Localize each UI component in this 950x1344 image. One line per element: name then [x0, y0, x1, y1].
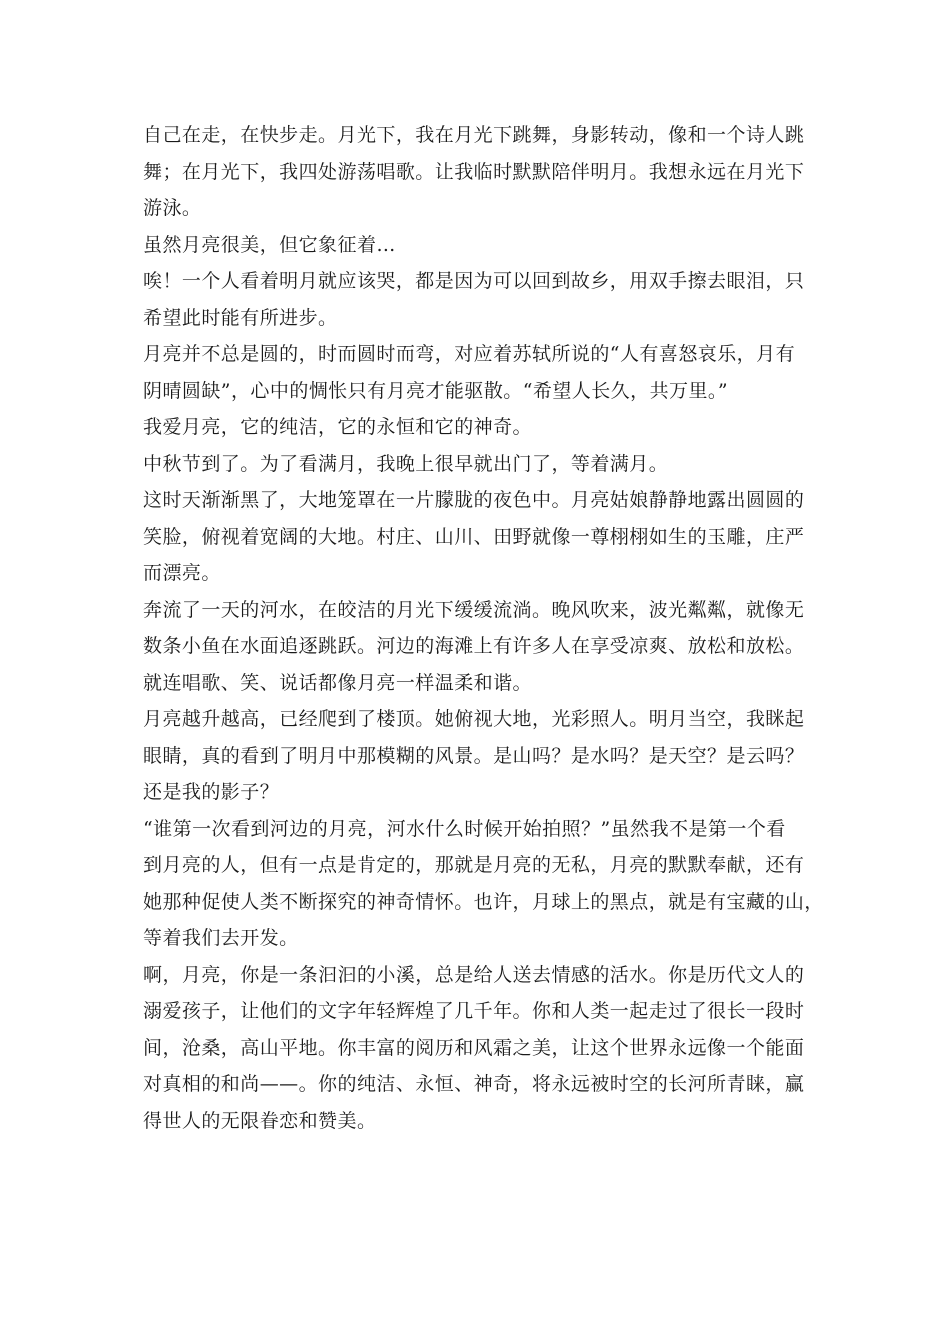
- document-body: [143, 117, 824, 1139]
- text-line: 等着我们去开发。: [143, 927, 299, 949]
- text-line: 还是我的影子？: [143, 781, 280, 803]
- text-line: 溺爱孩子，让他们的文字年轻辉煌了几千年。你和人类一起走过了很长一段时: [143, 1000, 805, 1022]
- text-line: 希望此时能有所进步。: [143, 306, 338, 329]
- text-line: 她那种促使人类不断探究的神奇情怀。也许，月球上的黑点，就是有宝藏的山，: [143, 890, 824, 913]
- text-line: 笑脸，俯视着宽阔的大地。村庄、山川、田野就像一尊栩栩如生的玉雕，庄严: [143, 525, 805, 548]
- text-line: 奔流了一天的河水，在皎洁的月光下缓缓流淌。晚风吹来，波光粼粼，就像无: [143, 598, 805, 621]
- text-line: 得世人的无限眷恋和赞美。: [143, 1109, 377, 1132]
- text-line: 中秋节到了。为了看满月，我晚上很早就出门了，等着满月。: [143, 452, 669, 475]
- text-line: 虽然月亮很美，但它象征着…: [143, 233, 396, 256]
- text-line: 游泳。: [143, 197, 202, 219]
- text-line: 这时天渐渐黑了，大地笼罩在一片朦胧的夜色中。月亮姑娘静静地露出圆圆的: [143, 489, 805, 511]
- text-line: 到月亮的人，但有一点是肯定的，那就是月亮的无私，月亮的默默奉献，还有: [143, 854, 805, 876]
- text-line: 月亮越升越高，已经爬到了楼顶。她俯视大地，光彩照人。明月当空，我眯起: [143, 708, 805, 730]
- text-line: “谁第一次看到河边的月亮，河水什么时候开始拍照？”虽然我不是第一个看: [143, 817, 786, 840]
- text-line: 阴晴圆缺”，心中的惆怅只有月亮才能驱散。“希望人长久，共万里。”: [143, 379, 729, 402]
- text-line: 啊，月亮，你是一条汩汩的小溪，总是给人送去情感的活水。你是历代文人的: [143, 963, 805, 986]
- text-line: 月亮并不总是圆的，时而圆时而弯，对应着苏轼所说的“人有喜怒哀乐，月有: [143, 343, 796, 365]
- text-line: 间，沧桑，高山平地。你丰富的阅历和风霜之美，让这个世界永远像一个能面: [143, 1036, 805, 1059]
- text-line: 就连唱歌、笑、说话都像月亮一样温柔和谐。: [143, 671, 533, 694]
- text-line: 而漂亮。: [143, 562, 221, 584]
- text-line: 对真相的和尚——。你的纯洁、永恒、神奇，将永远被时空的长河所青睐，赢: [143, 1073, 805, 1095]
- text-line: 数条小鱼在水面追逐跳跃。河边的海滩上有许多人在享受凉爽、放松和放松。: [143, 635, 805, 657]
- text-line: 自己在走，在快步走。月光下，我在月光下跳舞，身影转动，像和一个诗人跳: [143, 124, 805, 146]
- text-line: 我爱月亮，它的纯洁，它的永恒和它的神奇。: [143, 416, 533, 438]
- text-line: 眼睛，真的看到了明月中那模糊的风景。是山吗？是水吗？是天空？是云吗？: [143, 744, 805, 767]
- text-line: 舞；在月光下，我四处游荡唱歌。让我临时默默陪伴明月。我想永远在月光下: [143, 160, 805, 183]
- text-line: 唉！一个人看着明月就应该哭，都是因为可以回到故乡，用双手擦去眼泪，只: [143, 270, 805, 292]
